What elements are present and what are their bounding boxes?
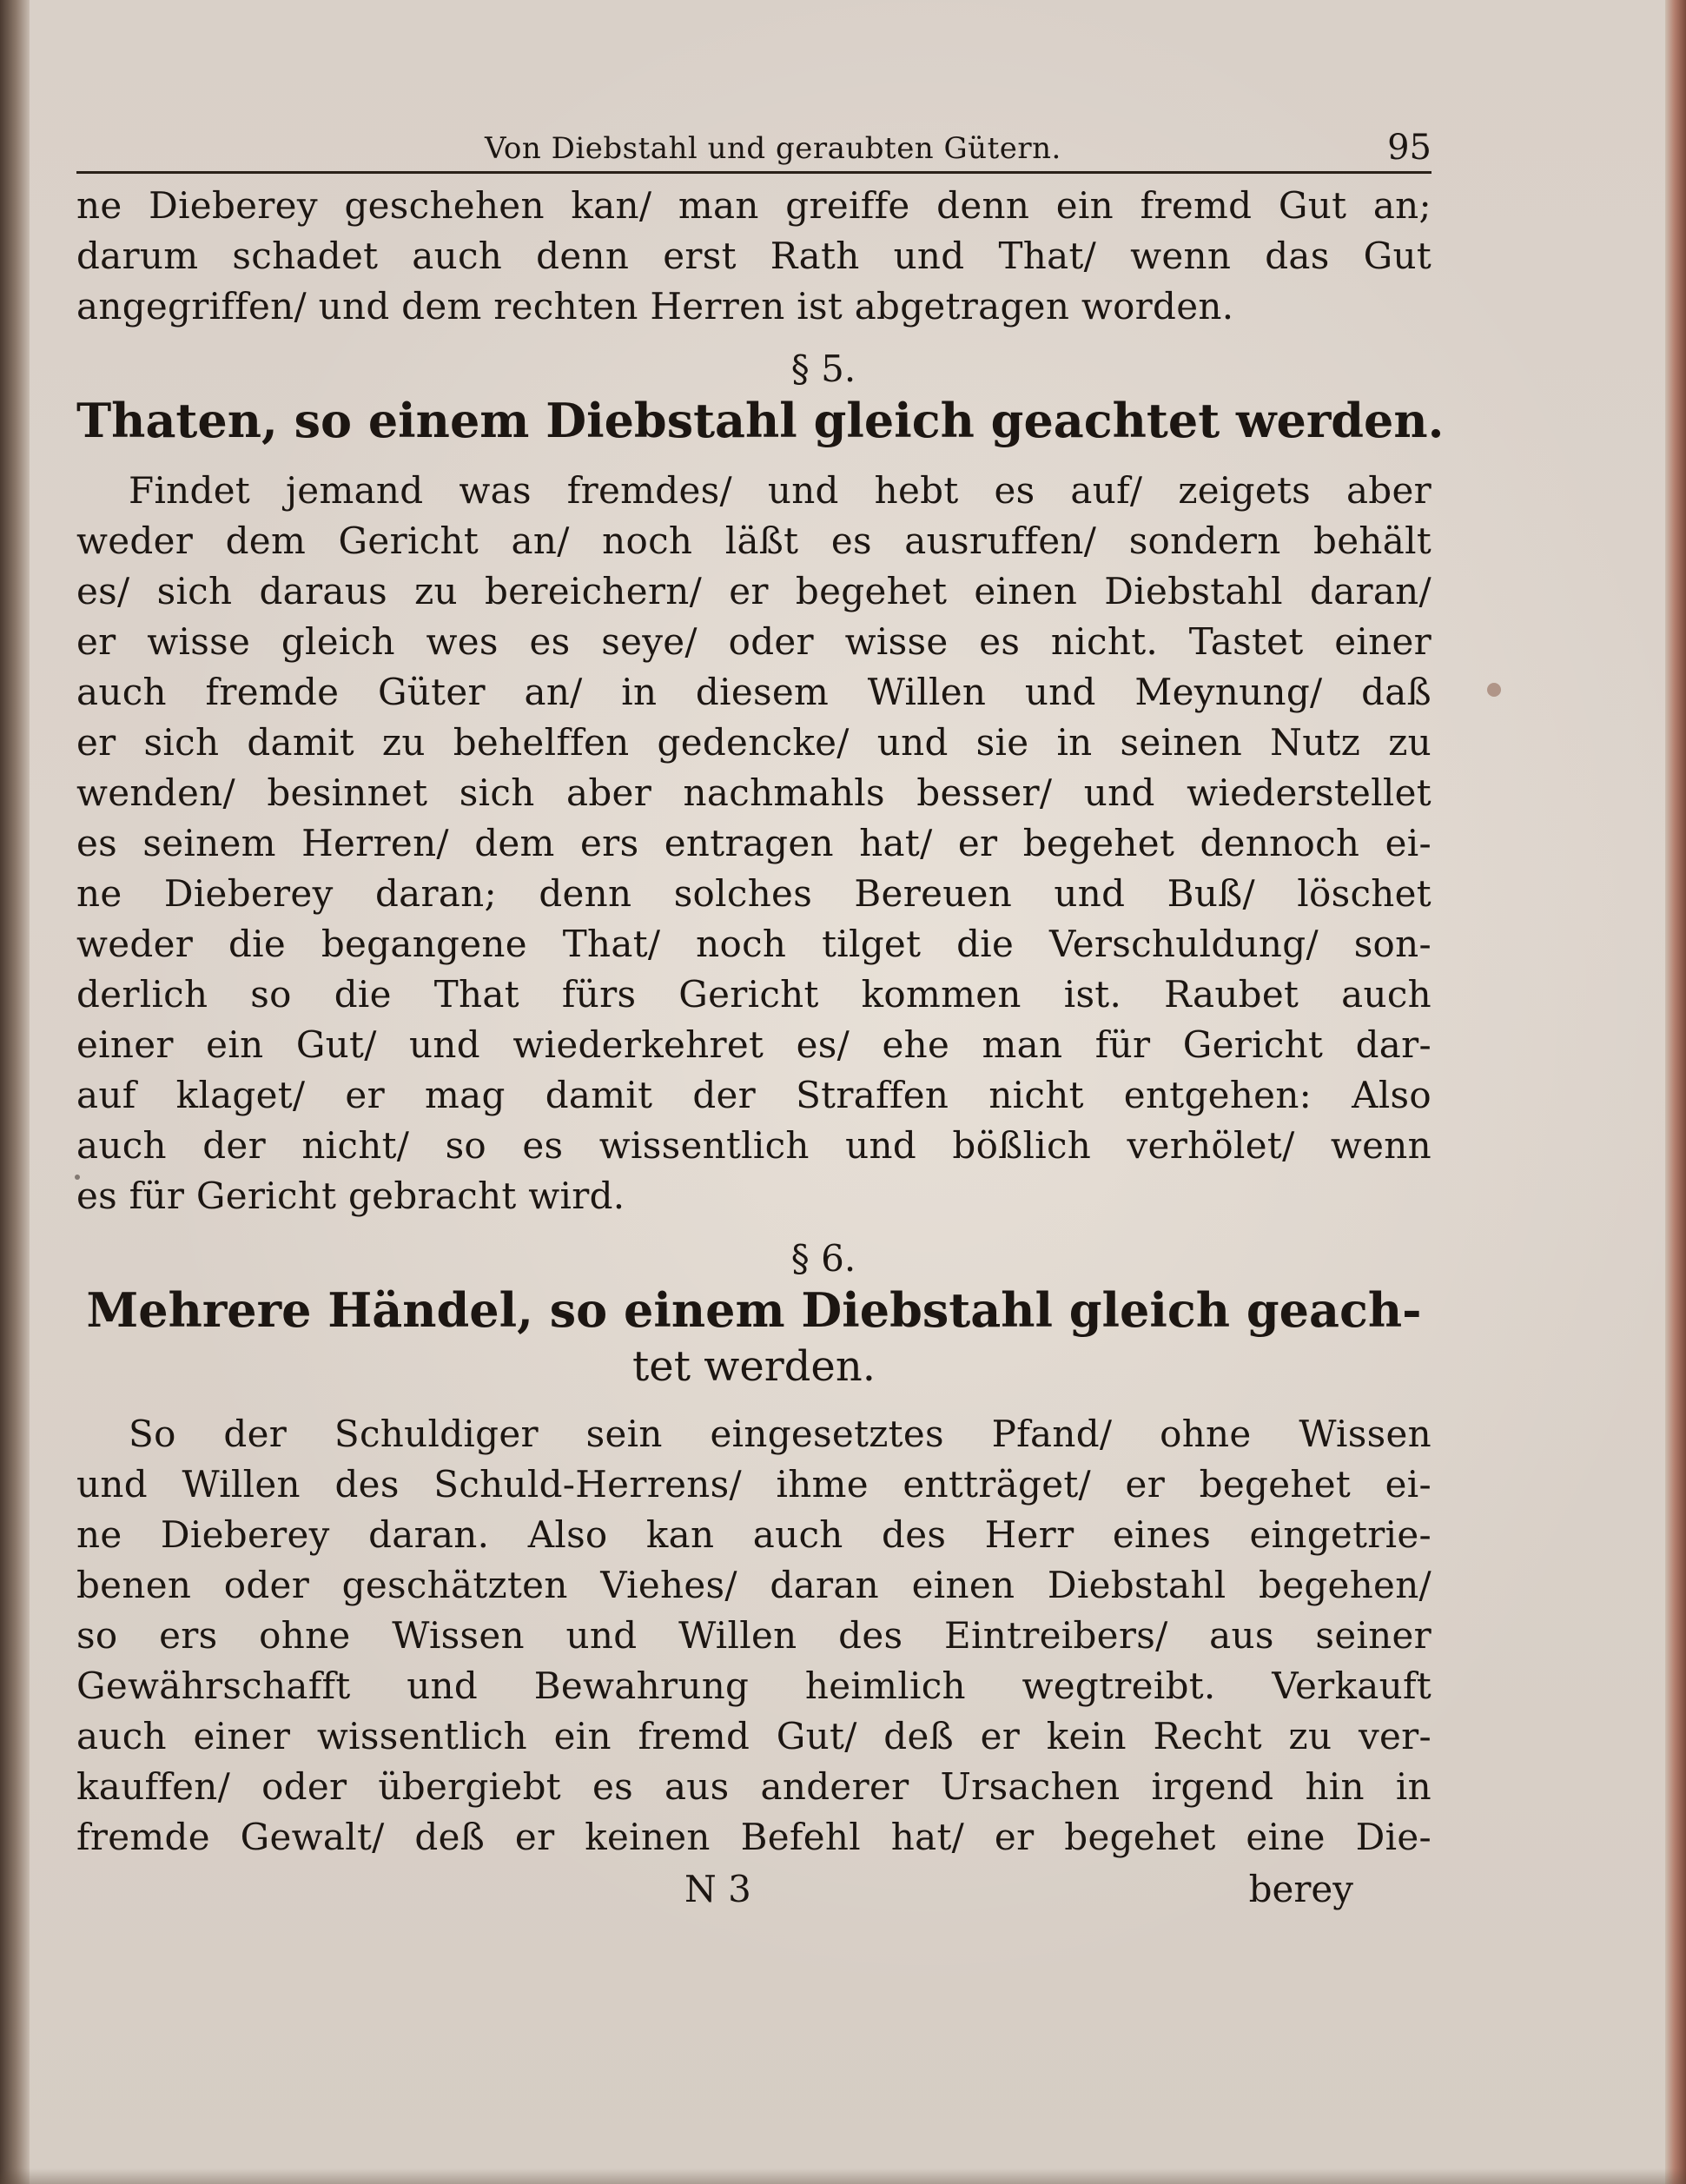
text-line: So der Schuldiger sein eingesetztes Pfand/ ohne Wissen — [129, 1413, 1431, 1455]
text-line: ne Dieberey daran. Also kan auch des Herr eines eingetrie- — [76, 1513, 1431, 1556]
text-line: es für Gericht gebracht wird. — [76, 1175, 625, 1217]
text-line: Findet jemand was fremdes/ und hebt es auf/ zeigets aber — [129, 469, 1431, 512]
text-line: derlich so die That fürs Gericht kommen ist. Raubet auch — [76, 973, 1431, 1016]
text-line: Gewährschafft und Bewahrung heimlich wegtreibt. Verkauft — [76, 1664, 1431, 1707]
text-line: kauffen/ oder übergiebt es aus anderer Ursachen irgend hin in — [76, 1765, 1431, 1808]
text-line: darum schadet auch denn erst Rath und That/ wenn das Gut — [76, 235, 1431, 277]
section-heading-6: Mehrere Händel, so einem Diebstahl gleich geach- — [86, 1282, 1422, 1338]
section-mark-5: § 5. — [790, 347, 856, 390]
page-edge — [1665, 0, 1686, 2184]
text-line: es/ sich daraus zu bereichern/ er begehet einen Diebstahl daran/ — [76, 570, 1431, 612]
book-gutter — [0, 0, 30, 2184]
text-line: ne Dieberey geschehen kan/ man greiffe denn ein fremd Gut an; — [76, 184, 1431, 227]
text-line: auch fremde Güter an/ in diesem Willen und Meynung/ daß — [76, 671, 1431, 713]
page-footer — [76, 1863, 1431, 1920]
text-line: auch der nicht/ so es wissentlich und bößlich verhölet/ wenn — [76, 1124, 1431, 1167]
catchword: berey — [1248, 1868, 1353, 1910]
text-line: einer ein Gut/ und wiederkehret es/ ehe man für Gericht dar- — [76, 1023, 1431, 1066]
page-number: 95 — [1387, 128, 1431, 168]
text-line: auch einer wissentlich ein fremd Gut/ deß er kein Recht zu ver- — [76, 1715, 1431, 1757]
paper-stain — [1487, 683, 1501, 697]
text-line: so ers ohne Wissen und Willen des Eintreibers/ aus seiner — [76, 1614, 1431, 1657]
text-line: wenden/ besinnet sich aber nachmahls besser/ und wiederstellet — [76, 771, 1431, 814]
running-title: Von Diebstahl und geraubten Gütern. — [485, 131, 1061, 166]
signature-mark: N 3 — [684, 1868, 751, 1910]
running-head — [76, 117, 1431, 174]
text-line: er sich damit zu behelffen gedencke/ und sie in seinen Nutz zu — [76, 721, 1431, 764]
text-line: und Willen des Schuld-Herrens/ ihme entträget/ er begehet ei- — [76, 1463, 1431, 1506]
section-heading-6-continued: tet werden. — [632, 1342, 876, 1391]
text-line: es seinem Herren/ dem ers entragen hat/ er begehet dennoch ei- — [76, 822, 1431, 864]
text-line: benen oder geschätzten Viehes/ daran einen Diebstahl begehen/ — [76, 1564, 1431, 1606]
text-block — [76, 117, 1445, 1920]
text-line: weder die begangene That/ noch tilget die Verschuldung/ son- — [76, 923, 1431, 965]
section-heading-5: Thaten, so einem Diebstahl gleich geachtet werden. — [76, 393, 1445, 448]
section-mark-6: § 6. — [790, 1237, 856, 1280]
text-line: auf klaget/ er mag damit der Straffen nicht entgehen: Also — [76, 1074, 1431, 1116]
text-line: weder dem Gericht an/ noch läßt es ausruffen/ sondern behält — [76, 520, 1431, 562]
text-line: er wisse gleich wes es seye/ oder wisse es nicht. Tastet einer — [76, 620, 1431, 663]
text-line: ne Dieberey daran; denn solches Bereuen und Buß/ löschet — [76, 872, 1431, 915]
page-bottom-shadow — [0, 2168, 1686, 2184]
text-line: fremde Gewalt/ deß er keinen Befehl hat/ er begehet eine Die- — [76, 1816, 1431, 1858]
text-line: angegriffen/ und dem rechten Herren ist abgetragen worden. — [76, 285, 1234, 328]
